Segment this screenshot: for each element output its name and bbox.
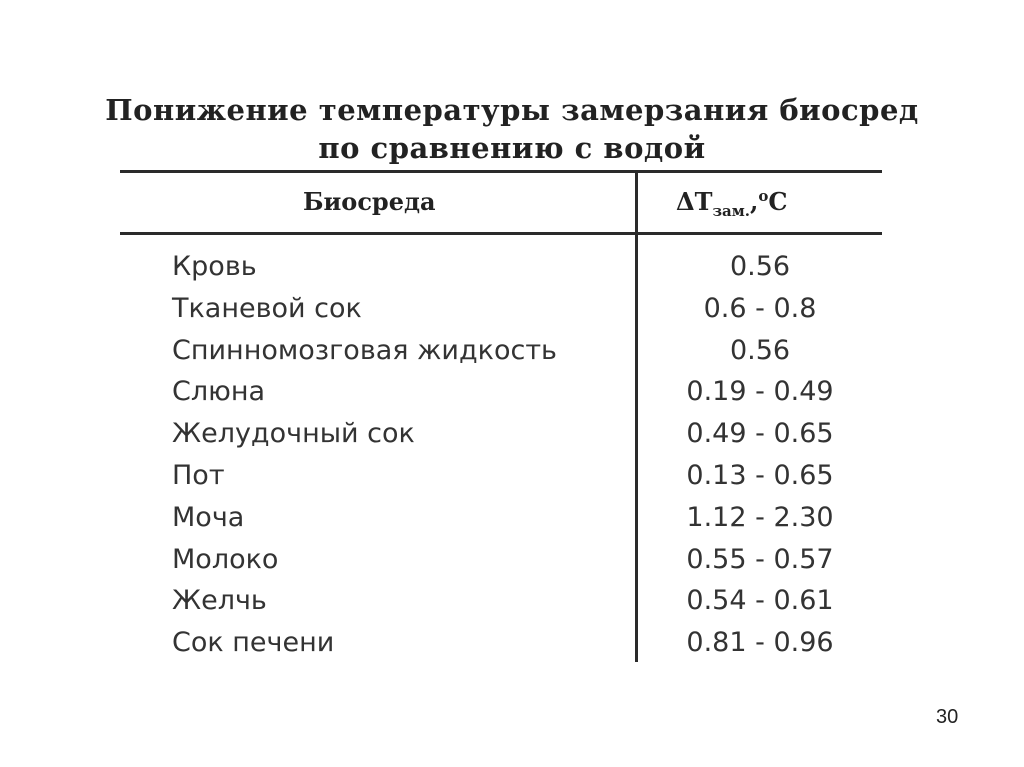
table-top-rule	[120, 170, 882, 173]
medium-cell: Пот	[172, 459, 225, 491]
value-cell: 0.13 - 0.65	[686, 459, 834, 491]
medium-cell: Спинномозговая жидкость	[172, 334, 557, 366]
table-header-rule	[120, 232, 882, 235]
table-row	[0, 623, 1024, 665]
medium-cell: Желудочный сок	[172, 418, 415, 450]
delta-t-subscript: зам.	[712, 202, 751, 220]
table-row	[0, 581, 1024, 623]
table-body	[0, 247, 1024, 665]
medium-cell: Сок печени	[172, 627, 335, 659]
value-cell: 0.81 - 0.96	[686, 627, 834, 659]
value-cell: 1.12 - 2.30	[686, 501, 834, 533]
delta-t-symbol: ΔT	[676, 187, 713, 216]
table-row	[0, 247, 1024, 289]
value-cell: 0.56	[729, 334, 791, 366]
medium-cell: Кровь	[172, 251, 257, 282]
table-row	[0, 456, 1024, 498]
column-header-medium: Биосреда	[303, 187, 436, 216]
unit-label: С	[768, 187, 788, 216]
value-cell: 0.56	[729, 251, 791, 282]
table-row	[0, 540, 1024, 582]
medium-cell: Моча	[172, 501, 245, 533]
column-header-delta-t	[676, 186, 788, 221]
medium-cell: Желчь	[172, 585, 267, 617]
table-title-line-1: Понижение температуры замерзания биосред	[105, 93, 919, 127]
table-row	[0, 372, 1024, 414]
medium-cell: Молоко	[172, 543, 279, 575]
degree-sign: о	[758, 187, 769, 205]
value-cell: 0.6 - 0.8	[703, 292, 817, 324]
unit-separator: ,	[750, 187, 759, 216]
table-row	[0, 331, 1024, 373]
medium-cell: Тканевой сок	[172, 292, 362, 324]
value-cell: 0.49 - 0.65	[686, 418, 834, 450]
page-number: 30	[936, 706, 959, 728]
table-row	[0, 289, 1024, 331]
value-cell: 0.55 - 0.57	[686, 543, 834, 575]
value-cell: 0.54 - 0.61	[686, 585, 834, 617]
table-row	[0, 414, 1024, 456]
value-cell: 0.19 - 0.49	[686, 376, 834, 408]
medium-cell: Слюна	[172, 376, 266, 408]
table-row	[0, 498, 1024, 540]
table-title-line-2: по сравнению с водой	[318, 131, 706, 165]
